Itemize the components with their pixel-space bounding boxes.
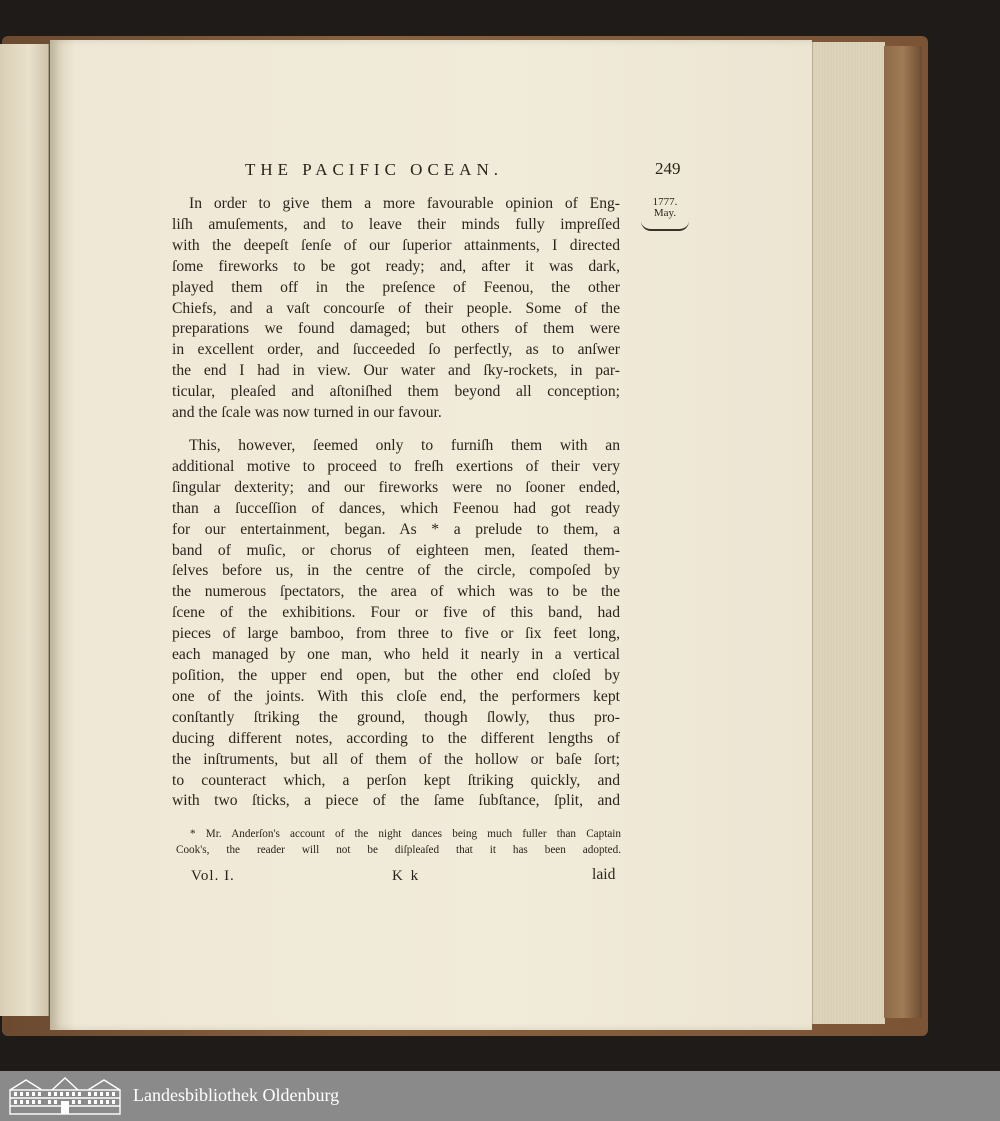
text-line: and the ſcale was now turned in our favour.: [172, 404, 442, 422]
text-line: ducing different notes, according to the different lengths of: [172, 729, 620, 747]
text-line: Chiefs, and a vaſt concourſe of their people. Some of the: [172, 299, 620, 317]
text-line: ſingular dexterity; and our fireworks were no ſooner ended,: [172, 478, 620, 496]
text-line: played them off in the preſence of Feenou, the other: [172, 278, 620, 296]
footnote-line: * Mr. Anderſon's account of the night dances being much fuller than Captain: [190, 828, 621, 840]
margin-note-year: 1777.: [652, 196, 678, 208]
text-line: one of the joints. With this cloſe end, the performers kept: [172, 687, 620, 705]
text-line: for our entertainment, began. As * a prelude to them, a: [172, 520, 620, 538]
text-line: ſcene of the exhibitions. Four or five of this band, had: [172, 604, 620, 622]
text-line: ſelves before us, in the centre of the circle, compoſed by: [172, 562, 620, 580]
volume-label: Vol. I.: [191, 868, 235, 884]
left-page-edge: [0, 44, 49, 1016]
page-number: 249: [655, 159, 681, 178]
library-banner: [0, 1071, 1000, 1121]
text-line: ſome fireworks to be got ready; and, after it was dark,: [172, 257, 620, 275]
text-line: poſition, the upper end open, but the other end cloſed by: [172, 666, 620, 684]
library-name: Landesbibliothek Oldenburg: [133, 1085, 340, 1105]
text-line: ticular, pleaſed and aſtoniſhed them beyond all conception;: [172, 383, 620, 401]
library-building-icon: [8, 1076, 122, 1116]
running-head: THE PACIFIC OCEAN.: [245, 160, 503, 179]
text-line: band of muſic, or chorus of eighteen men, ſeated them-: [172, 541, 620, 559]
text-line: pieces of large bamboo, from three to five or ſix feet long,: [172, 625, 620, 643]
margin-brace: [641, 221, 689, 231]
catchword: laid: [592, 866, 616, 883]
text-line: the end I had in view. Our water and ſky-rockets, in par-: [172, 362, 620, 380]
margin-note: [641, 197, 689, 231]
text-line: In order to give them a more favourable opinion of Eng-: [189, 195, 620, 212]
paragraph-1: [172, 194, 620, 424]
text-line: the numerous ſpectators, the area of which was to be the: [172, 583, 620, 601]
text-line: in excellent order, and ſucceeded ſo perfectly, as to anſwer: [172, 341, 620, 359]
page-fore-edge: [812, 42, 885, 1024]
text-line: with two ſticks, a piece of the ſame ſubſtance, ſplit, and: [172, 792, 620, 810]
text-line: each managed by one man, who held it nearly in a vertical: [172, 646, 620, 664]
text-line: with the deepeſt ſenſe of our ſuperior attainments, I directed: [172, 236, 620, 254]
text-line: than a ſucceſſion of dances, which Feenou had got ready: [172, 499, 620, 517]
text-line: conſtantly ſtriking the ground, though ſlowly, thus pro-: [172, 708, 620, 726]
text-line: to counteract which, a perſon kept ſtriking quickly, and: [172, 771, 620, 789]
text-line: the inſtruments, but all of them of the hollow or baſe ſort;: [172, 750, 620, 768]
text-line: This, however, ſeemed only to furniſh them with an: [189, 437, 620, 454]
footnote: [176, 826, 621, 858]
footnote-line: Cook's, the reader will not be diſpleaſed that it has been adopted.: [176, 844, 621, 856]
text-line: additional motive to proceed to freſh exertions of their very: [172, 457, 620, 475]
text-line: preparations we found damaged; but others of them were: [172, 320, 620, 338]
cover-edge: [884, 46, 922, 1018]
paragraph-2: [172, 436, 620, 812]
text-line: liſh amuſements, and to leave their minds fully impreſſed: [172, 215, 620, 233]
margin-note-month: May.: [653, 207, 677, 219]
signature-mark: K k: [392, 868, 421, 884]
